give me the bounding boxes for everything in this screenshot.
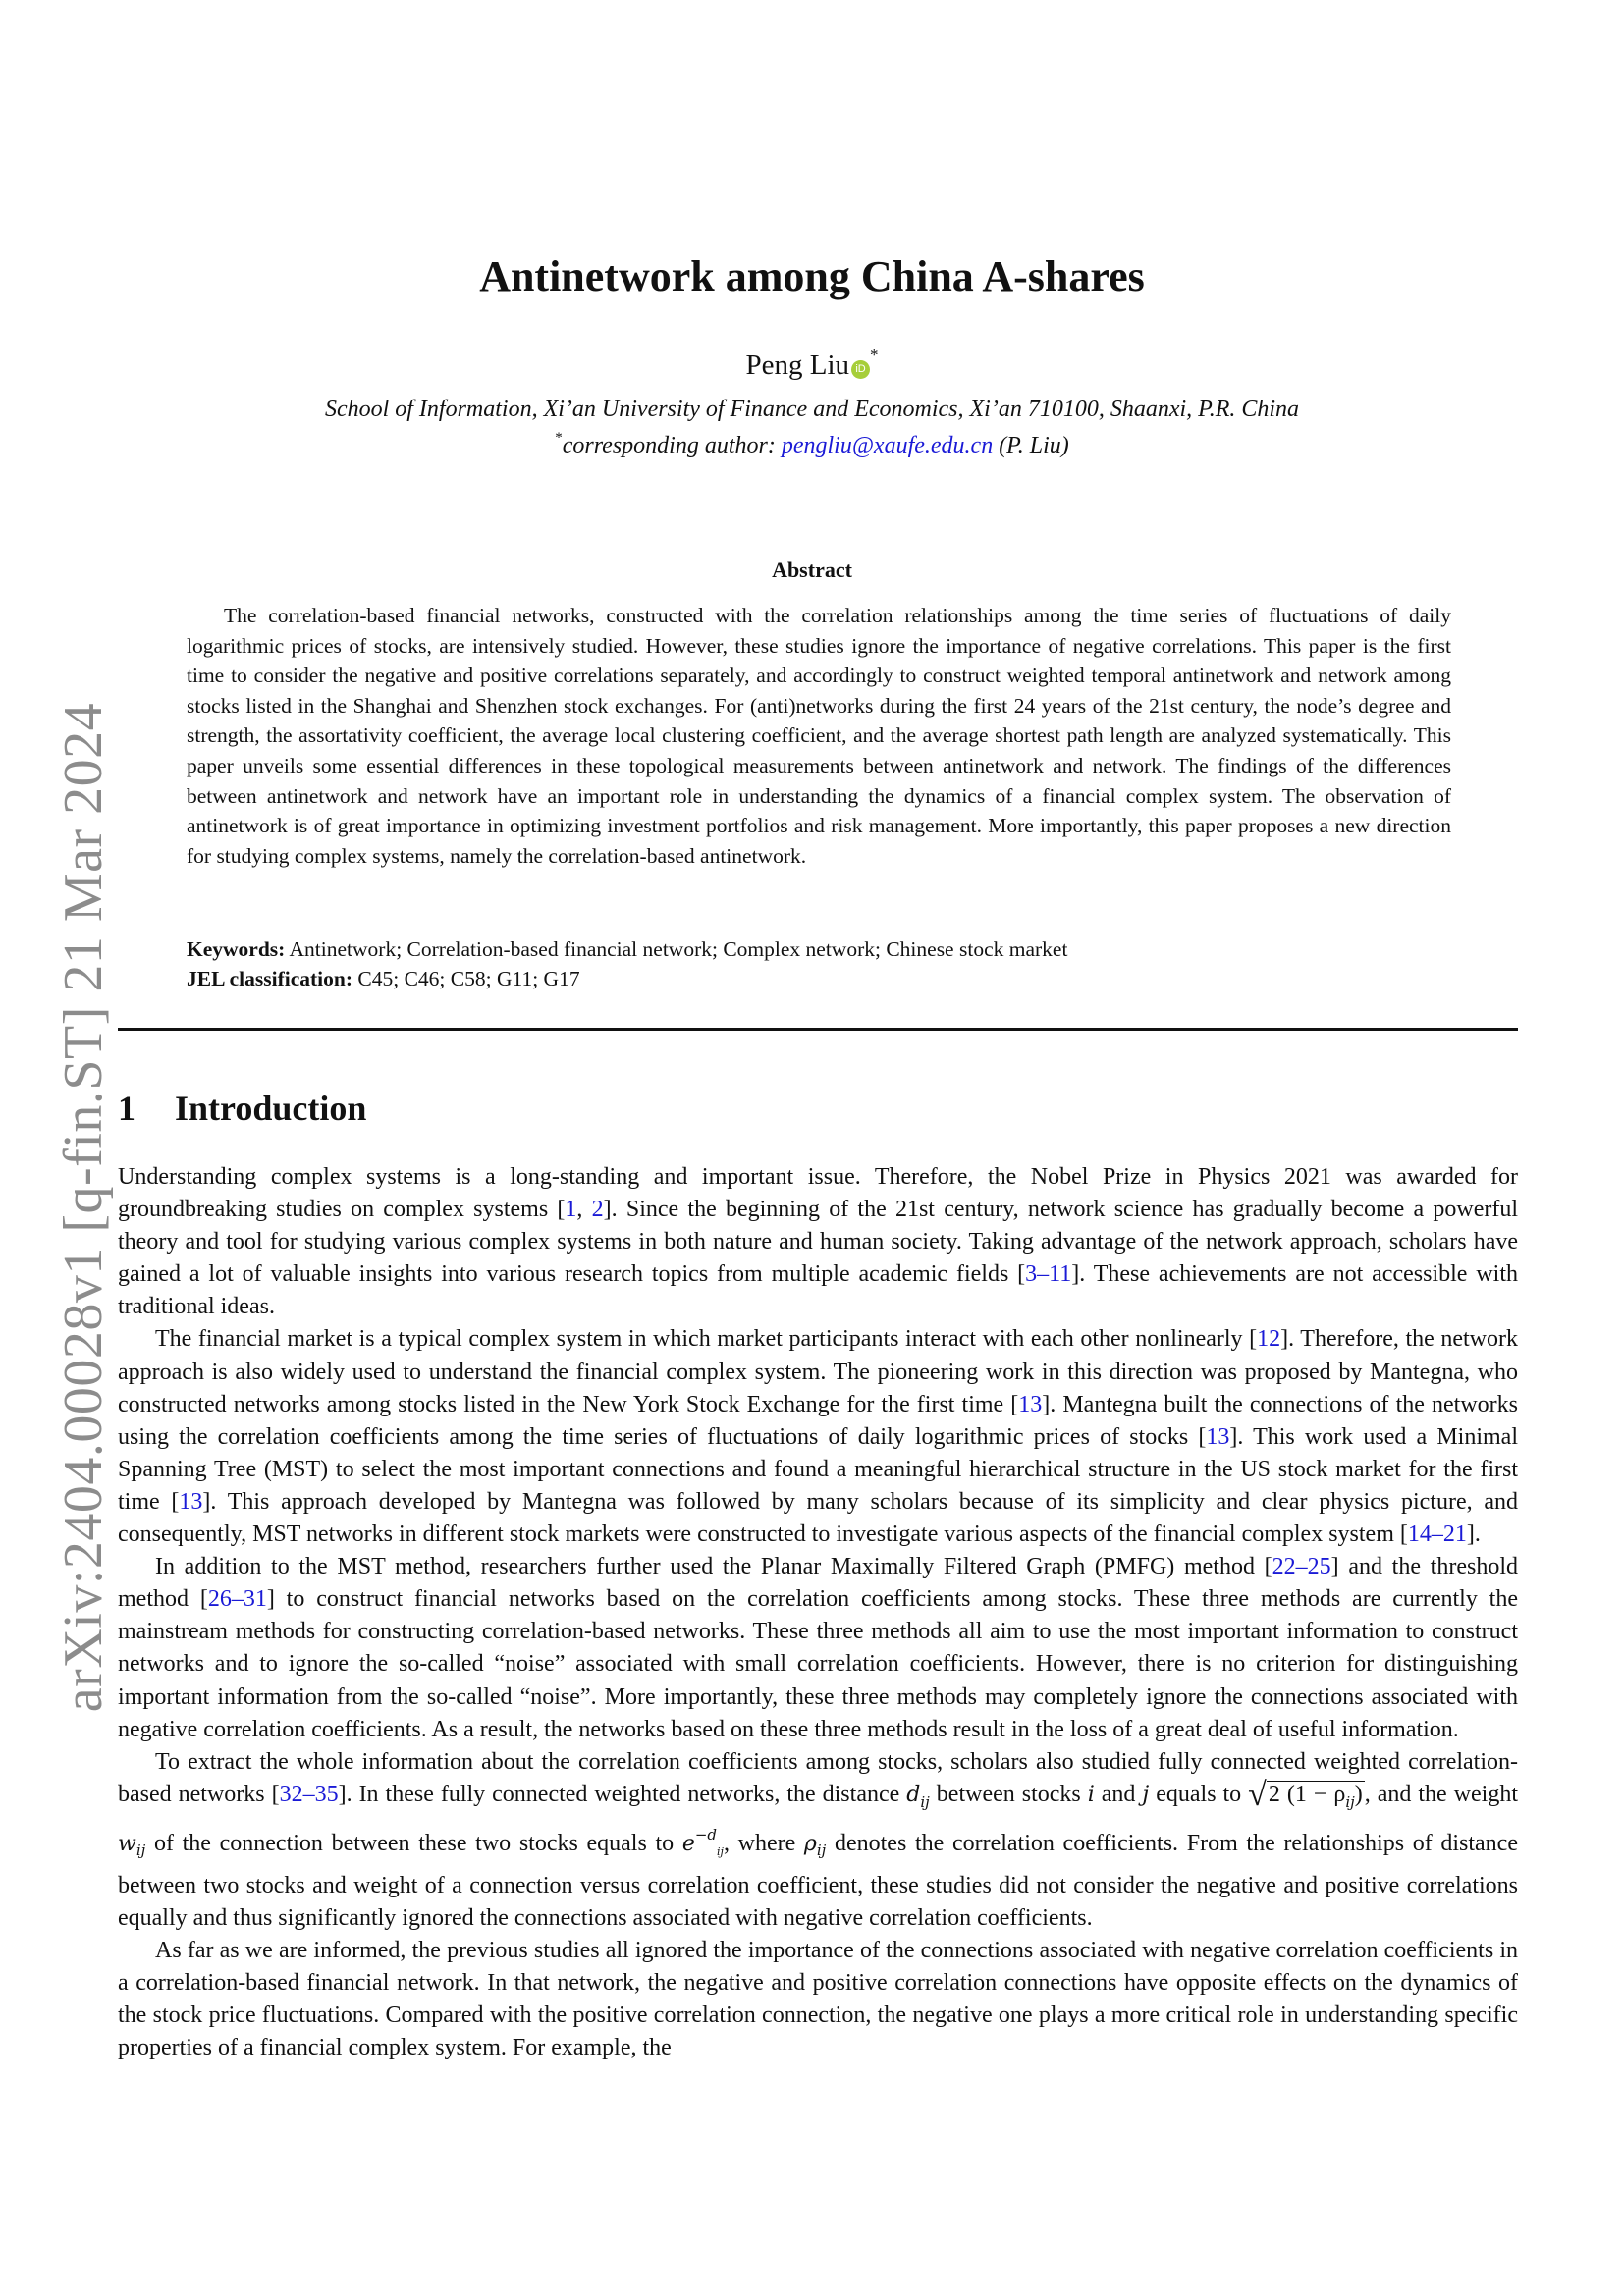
radical-sign: √ xyxy=(1248,1776,1267,1813)
math-sub: ij xyxy=(717,1845,724,1859)
corr-suffix: (P. Liu) xyxy=(993,433,1069,458)
affiliation: School of Information, Xi’an University of Finance and Economics, Xi’an 710100, Shaanxi, P.R. China xyxy=(324,397,1300,422)
author-line xyxy=(0,346,1624,382)
corr-label: corresponding author: xyxy=(562,433,782,458)
text-run: To extract the whole information about the correlation coefficients among stocks, scholars also studied fully connected weighted correlation-based networks [ xyxy=(118,1748,1518,1807)
citation-link[interactable]: 3–11 xyxy=(1025,1261,1072,1288)
text-run: of the connection between these two stocks equals to xyxy=(145,1830,682,1856)
text-run: and xyxy=(1094,1781,1143,1807)
text-run: , xyxy=(576,1197,592,1223)
math-sub: ij xyxy=(1345,1792,1355,1811)
arxiv-stamp-text: arXiv:2404.00028v1 [q-fin.ST] 21 Mar 2024 xyxy=(53,702,115,1713)
text-run: equals to xyxy=(1149,1781,1249,1807)
citation-link[interactable]: 26–31 xyxy=(207,1586,267,1613)
text-run: ]. In these fully connected weighted networks, the distance xyxy=(338,1781,907,1807)
citation-link[interactable]: 1 xyxy=(565,1197,577,1223)
author-mark: * xyxy=(870,346,879,364)
text-run: ]. Since the beginning of the 21st century, network science has gradually become a powerful theory and tool for studying various complex systems in both nature and human society. Taking advantage of the network approach, scholars have gained a lot of valuable insights into various research topics from multiple academic fields [ xyxy=(118,1197,1519,1288)
math-var: e xyxy=(681,1831,695,1856)
jel-text: C45; C46; C58; G11; G17 xyxy=(352,967,580,990)
math-sub: ij xyxy=(816,1842,827,1860)
text-run: between stocks xyxy=(929,1781,1088,1807)
text-run: The financial market is a typical complex system in which market participants interact with each other nonlinearly [ xyxy=(155,1326,1258,1353)
section-number: 1 xyxy=(118,1089,135,1128)
math-sup: −d xyxy=(694,1825,718,1843)
text-run: As far as we are informed, the previous studies all ignored the importance of the connections associated with negative correlation coefficients in a correlation-based financial network. In that network, the negative and positive correlation connections have opposite effects on the dynamics of the stock price fluctuations. Compared with the positive correlation connection, the negative one plays a more critical role in understanding specific properties of a financial complex system. For example, the xyxy=(118,1937,1518,2061)
text-run: ] and the threshold method [ xyxy=(118,1554,1518,1613)
math-var: i xyxy=(1087,1782,1095,1807)
citation-link[interactable]: 12 xyxy=(1257,1326,1281,1353)
text-run: ]. xyxy=(1466,1522,1481,1548)
math-var: d xyxy=(906,1782,921,1807)
text-run: ]. Mantegna built the connections of the networks using the correlation coefficients among the time series of fluctuations of daily logarithmic prices of stocks [ xyxy=(118,1391,1518,1450)
text-run: , and the weight xyxy=(1364,1781,1519,1807)
math-sub: ij xyxy=(920,1792,930,1811)
citation-link[interactable]: 13 xyxy=(1206,1423,1230,1450)
abstract-text: The correlation-based financial networks, constructed with the correlation relationships among the time series of fluctuations of daily logarithmic prices of stocks, are intensively studied. However, these studies ignore the importance of negative correlations. This paper is the first time to consider the negative and positive correlations separately, and accordingly to construct weighted temporal antinetwork and network among stocks listed in the Shanghai and Shenzhen stock exchanges. For (anti)networks during the first 24 years of the 21st century, the node’s degree and strength, the assortativity coefficient, the average local clustering coefficient, and the average shortest path length are analyzed systematically. This paper unveils some essential differences in these topological measurements between antinetwork and network. The findings of the differences between antinetwork and network have an important role in understanding the dynamics of a financial complex system. The observation of antinetwork is of great importance in optimizing investment portfolios and risk management. More importantly, this paper proposes a new direction for studying complex systems, namely the correlation-based antinetwork. xyxy=(187,604,1451,868)
corr-mark: * xyxy=(555,430,563,446)
math-var: w xyxy=(118,1831,136,1856)
section-heading xyxy=(118,1088,366,1129)
jel-label: JEL classification: xyxy=(187,967,353,990)
arxiv-sidebar-stamp xyxy=(47,692,121,1723)
citation-link[interactable]: 22–25 xyxy=(1272,1554,1331,1580)
sqrt-expression xyxy=(1248,1776,1365,1813)
paragraph-3 xyxy=(118,1551,1518,1746)
paragraph-2 xyxy=(118,1323,1518,1551)
paragraph-1 xyxy=(118,1161,1518,1323)
text-run: ]. Therefore, the network approach is also widely used to understand the financial complex system. The pioneering work in this direction was proposed by Mantegna, who constructed networks among stocks listed in the New York Stock Exchange for the first time [ xyxy=(118,1326,1518,1417)
section-divider xyxy=(118,1028,1518,1031)
abstract-heading: Abstract xyxy=(772,558,852,582)
text-run: , where xyxy=(723,1830,804,1856)
math-var: ρ xyxy=(803,1831,817,1856)
math-run: 2 (1 − ρ xyxy=(1268,1781,1346,1807)
citation-link[interactable]: 13 xyxy=(1018,1391,1043,1417)
radicand xyxy=(1267,1781,1365,1811)
text-run: ]. These achievements are not accessible with traditional ideas. xyxy=(118,1261,1518,1320)
keywords-text: Antinetwork; Correlation-based financial network; Complex network; Chinese stock market xyxy=(285,937,1068,961)
citation-link[interactable]: 32–35 xyxy=(279,1781,339,1807)
text-run: ] to construct financial networks based on the correlation coefficients among stocks. These three methods are currently the mainstream methods for constructing correlation-based networks. These three methods all aim to use the most important information to construct networks and to ignore the so-called “noise” associated with small correlation coefficients. However, there is no criterion for distinguishing important information from the so-called “noise”. More importantly, these three methods may completely ignore the connections associated with negative correlation coefficients. As a result, the networks based on these three methods result in the loss of a great deal of useful information. xyxy=(118,1586,1519,1742)
text-run: denotes the correlation coefficients. From the relationships of distance between two stocks and weight of a connection versus correlation coefficient, these studies did not consider the negative and positive correlations equally and thus significantly ignored the connections associated with negative correlation coefficients. xyxy=(118,1830,1518,1931)
math-var: j xyxy=(1142,1782,1150,1807)
citation-link[interactable]: 13 xyxy=(179,1488,203,1515)
paper-title: Antinetwork among China A-shares xyxy=(479,252,1145,300)
author-name: Peng Liu xyxy=(745,349,850,381)
math-run: ) xyxy=(1354,1781,1363,1807)
text-run: Understanding complex systems is a long-standing and important issue. Therefore, the Nobel Prize in Physics 2021 was awarded for groundbreaking studies on complex systems [ xyxy=(118,1164,1518,1223)
keywords-label: Keywords: xyxy=(187,937,286,961)
paragraph-4 xyxy=(118,1746,1518,1935)
citation-link[interactable]: 14–21 xyxy=(1407,1522,1467,1548)
jel-line xyxy=(187,964,1451,993)
orcid-icon[interactable]: iD xyxy=(851,360,870,379)
corresponding-author xyxy=(0,430,1624,459)
text-run: ]. This approach developed by Mantegna was followed by many scholars because of its simplicity and clear physics picture, and consequently, MST networks in different stock markets were constructed to investigate various aspects of the financial complex system [ xyxy=(118,1488,1518,1548)
body-text xyxy=(118,1161,1518,2064)
citation-link[interactable]: 2 xyxy=(591,1197,604,1223)
paragraph-5 xyxy=(118,1935,1518,2064)
section-title: Introduction xyxy=(175,1089,367,1128)
math-sub: ij xyxy=(135,1842,146,1860)
keywords-line xyxy=(187,934,1451,964)
email-link[interactable]: pengliu@xaufe.edu.cn xyxy=(781,433,994,458)
text-run: In addition to the MST method, researchers further used the Planar Maximally Filtered Graph (PMFG) method [ xyxy=(155,1554,1272,1580)
text-run: ]. This work used a Minimal Spanning Tree (MST) to select the most important connections and found a meaningful hierarchical structure in the US stock market for the first time [ xyxy=(118,1423,1518,1515)
